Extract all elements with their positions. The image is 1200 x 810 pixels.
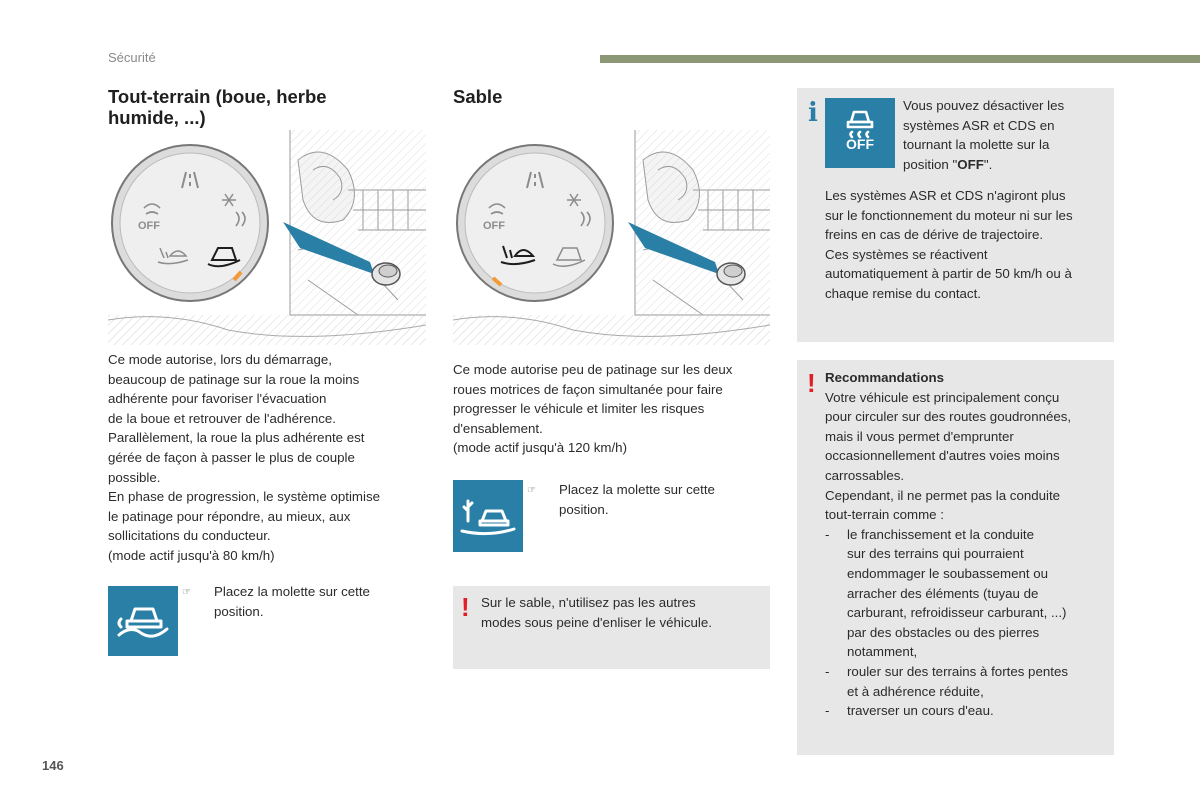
paragraph-line: (mode actif jusqu'à 80 km/h) <box>108 547 275 563</box>
sand-illustration <box>453 130 770 345</box>
rec-list-item <box>825 701 1110 721</box>
esp-off-tile <box>825 98 895 168</box>
rec-line: endommager le soubassement ou <box>847 565 1049 581</box>
instruction-line: Placez la molette sur cette <box>214 584 370 599</box>
info-line: Les systèmes ASR et CDS n'agiront plus <box>825 188 1066 203</box>
dial-off-label: OFF <box>138 220 160 232</box>
info-intro <box>903 96 1108 174</box>
off-bold-text: OFF <box>957 156 984 172</box>
rec-line: mais il vous permet d'emprunter <box>825 428 1014 444</box>
header-rule <box>600 55 1200 63</box>
sand-instruction <box>527 480 767 524</box>
sand-title: Sable <box>453 86 503 107</box>
offroad-title <box>108 86 327 128</box>
info-line: Vous pouvez désactiver les <box>903 98 1065 113</box>
skid-car-icon <box>825 100 895 140</box>
sand-paragraph <box>453 360 773 458</box>
paragraph-line: adhérente pour favoriser l'évacuation <box>108 391 327 407</box>
dash-marker: - <box>825 526 830 542</box>
recommendations-text <box>825 368 1110 721</box>
info-line: Ces systèmes se réactivent <box>825 246 988 262</box>
offroad-illustration <box>108 130 426 345</box>
paragraph-line: roues motrices de façon simultanée pour faire <box>453 381 723 397</box>
rec-line: Votre véhicule est principalement conçu <box>825 389 1060 405</box>
offroad-paragraph <box>108 350 428 566</box>
instruction-line: position. <box>214 603 264 619</box>
offroad-instruction <box>182 582 422 626</box>
info-line: automatiquement à partir de 50 km/h ou à <box>825 266 1072 282</box>
warning-icon: ! <box>807 368 816 398</box>
offroad-mode-icon <box>108 586 178 656</box>
warning-line: Sur le sable, n'utilisez pas les autres <box>481 595 696 610</box>
paragraph-line: de la boue et retrouver de l'adhérence. <box>108 410 337 426</box>
paragraph-line: le patinage pour répondre, au mieux, aux <box>108 508 351 524</box>
off-tile-label: OFF <box>846 136 874 152</box>
offroad-car-icon <box>115 599 171 643</box>
sand-mode-icon <box>453 480 523 552</box>
warning-line: modes sous peine d'enliser le véhicule. <box>481 614 712 630</box>
info-line: position "OFF". <box>903 156 993 172</box>
dash-marker: - <box>825 703 830 719</box>
paragraph-line: d'ensablement. <box>453 420 543 436</box>
paragraph-line: Ce mode autorise, lors du démarrage, <box>108 352 332 367</box>
console-sketch <box>290 130 426 315</box>
instruction-line: position. <box>559 501 609 517</box>
pointer-icon: ☞ <box>527 485 536 496</box>
instruction-line: Placez la molette sur cette <box>559 482 715 497</box>
paragraph-line: possible. <box>108 469 161 485</box>
rec-line: par des obstacles ou des pierres <box>847 624 1040 640</box>
info-line: tournant la molette sur la <box>903 137 1050 153</box>
rec-line: rouler sur des terrains à fortes pentes <box>847 663 1068 679</box>
rec-list-item <box>825 662 1110 701</box>
rec-line: occasionnellement d'autres voies moins <box>825 448 1060 464</box>
info-paragraph <box>825 186 1110 304</box>
offroad-title-line1: Tout-terrain (boue, herbe <box>108 86 327 107</box>
rec-list-item <box>825 525 1110 662</box>
sand-car-icon <box>460 493 516 539</box>
paragraph-line: sollicitations du conducteur. <box>108 528 271 544</box>
paragraph-line: En phase de progression, le système optimise <box>108 489 380 505</box>
paragraph-line: progresser le véhicule et limiter les risques <box>453 401 705 417</box>
mode-dial <box>112 145 268 301</box>
rec-line: sur des terrains qui pourraient <box>847 546 1024 562</box>
dial-off-label: OFF <box>483 220 505 232</box>
rec-line: notamment, <box>847 644 918 660</box>
rec-line: et à adhérence réduite, <box>847 683 984 699</box>
rec-line: traverser un cours d'eau. <box>847 703 994 719</box>
rec-line: le franchissement et la conduite <box>847 526 1035 542</box>
paragraph-line: gérée de façon à passer le plus de couple <box>108 449 355 465</box>
info-line: freins en cas de dérive de trajectoire. <box>825 227 1044 243</box>
paragraph-line: (mode actif jusqu'à 120 km/h) <box>453 440 628 456</box>
rec-line: carburant, refroidisseur carburant, ...) <box>847 605 1067 621</box>
paragraph-line: Parallèlement, la roue la plus adhérente est <box>108 430 365 446</box>
paragraph-line: Ce mode autorise peu de patinage sur les deux <box>453 362 733 377</box>
rec-line: carrossables. <box>825 467 905 483</box>
warning-icon: ! <box>461 592 470 622</box>
paragraph-line: beaucoup de patinage sur la roue la moins <box>108 371 360 387</box>
info-line: systèmes ASR et CDS en <box>903 117 1055 133</box>
dash-marker: - <box>825 663 830 679</box>
rec-line: Cependant, il ne permet pas la conduite <box>825 487 1061 503</box>
pointer-icon: ☞ <box>182 587 191 598</box>
recommendations-title: Recommandations <box>825 370 944 385</box>
sand-warning-text <box>481 593 766 632</box>
page-number: 146 <box>42 758 64 773</box>
section-label: Sécurité <box>108 50 156 65</box>
rec-line: tout-terrain comme : <box>825 507 944 523</box>
rec-line: arracher des éléments (tuyau de <box>847 585 1039 601</box>
rec-line: pour circuler sur des routes goudronnées, <box>825 409 1072 425</box>
offroad-title-line2: humide, ...) <box>108 107 206 128</box>
info-line: sur le fonctionnement du moteur ni sur les <box>825 207 1073 223</box>
info-icon: i <box>808 98 818 128</box>
info-line: chaque remise du contact. <box>825 285 981 301</box>
